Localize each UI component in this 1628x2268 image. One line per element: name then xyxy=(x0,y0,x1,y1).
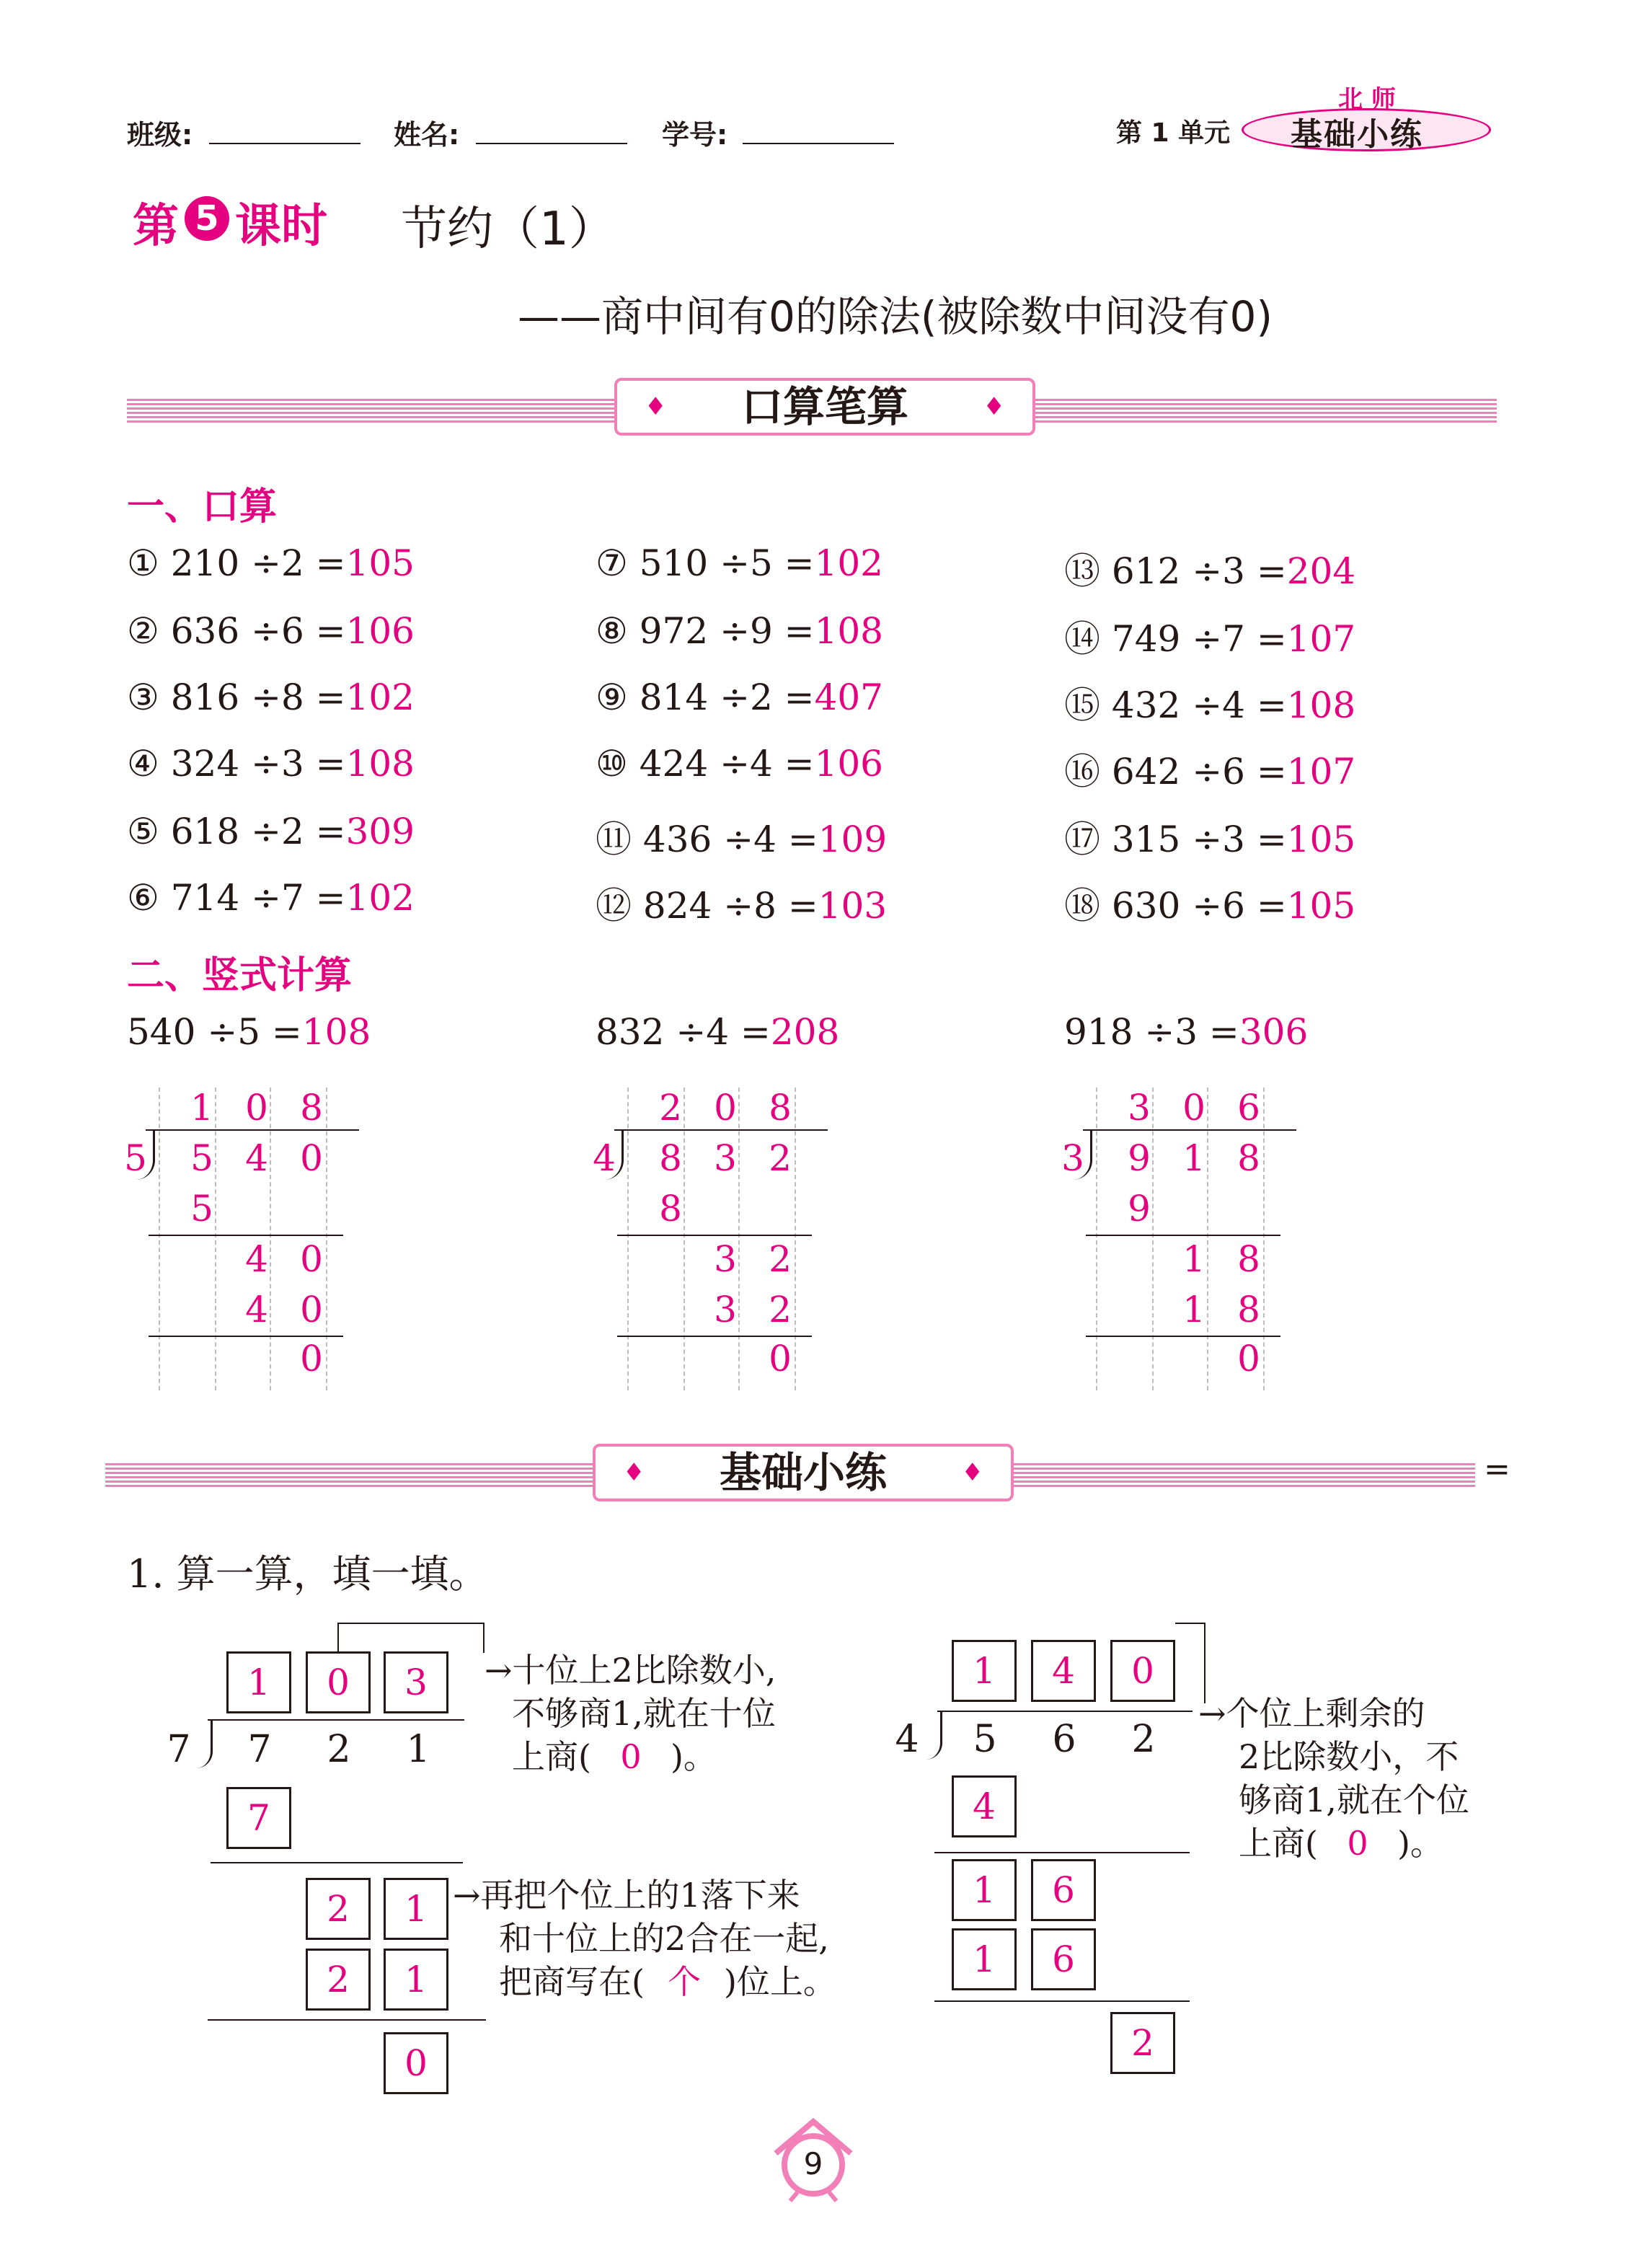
hint-text: 上商( xyxy=(1239,1824,1318,1863)
quotient-digit: 0 xyxy=(714,1087,737,1129)
divisor-digit: 4 xyxy=(593,1137,616,1179)
product-box[interactable]: 1 xyxy=(952,1928,1017,1990)
student-number-label: 学号: xyxy=(662,119,728,151)
oral-item xyxy=(127,743,415,785)
item-answer: 106 xyxy=(345,610,415,652)
hint-line: →再把个位上的1落下来 xyxy=(453,1876,800,1915)
dividend-digit: 3 xyxy=(714,1137,737,1179)
banner-title: 基础小练 xyxy=(719,1448,887,1497)
dividend-digit: 1 xyxy=(406,1728,430,1771)
dividend-digit: 6 xyxy=(1052,1718,1076,1761)
hint-text: 上商( xyxy=(512,1737,591,1776)
oral-item xyxy=(127,610,415,652)
name-label: 姓名: xyxy=(394,119,460,151)
dividend-digit: 5 xyxy=(190,1137,213,1179)
divisor-digit: 7 xyxy=(167,1728,191,1771)
item-answer: 107 xyxy=(1286,618,1356,660)
dividend-digit: 8 xyxy=(1237,1137,1260,1179)
item-answer: 105 xyxy=(1286,885,1356,927)
item-answer: 102 xyxy=(345,676,415,718)
item-number: ⑭ xyxy=(1064,618,1100,660)
hint-line: 不够商1,就在十位 xyxy=(512,1694,776,1733)
oral-item xyxy=(1064,877,1355,929)
hint-text xyxy=(485,1649,776,1778)
dividend-digit: 2 xyxy=(327,1728,351,1771)
class-blank[interactable] xyxy=(209,143,360,144)
division-bracket xyxy=(926,1711,942,1760)
banner-end-mark: = xyxy=(1484,1451,1510,1488)
grid-guide xyxy=(627,1087,629,1390)
vertical-equation xyxy=(127,1011,371,1053)
grid-guide xyxy=(215,1087,216,1390)
item-answer: 103 xyxy=(818,885,888,927)
item-answer: 108 xyxy=(1286,684,1356,726)
item-answer: 105 xyxy=(1286,818,1356,860)
oral-item xyxy=(596,610,883,652)
division-bar xyxy=(146,1129,359,1131)
quotient-digit: 8 xyxy=(300,1087,323,1129)
hint-text xyxy=(1198,1692,1469,1865)
division-bar xyxy=(937,1711,1193,1712)
item-number: ⑦ xyxy=(596,542,628,584)
product-box[interactable]: 4 xyxy=(952,1775,1017,1837)
remainder-digit: 0 xyxy=(1237,1338,1260,1380)
subtraction-line xyxy=(617,1235,812,1236)
lesson-suffix: 课时 xyxy=(235,200,327,253)
equation-expression: 918 ÷3 = xyxy=(1064,1011,1239,1053)
remainder-digit: 8 xyxy=(1237,1238,1260,1280)
subtraction-line xyxy=(208,2019,486,2021)
product-digit: 2 xyxy=(769,1289,792,1331)
vertical-equation xyxy=(596,1011,839,1053)
series-top-label: 北 师 xyxy=(1338,85,1396,114)
quotient-box[interactable]: 0 xyxy=(1110,1640,1175,1702)
remainder-box[interactable]: 2 xyxy=(1110,2012,1175,2074)
item-number: ⑯ xyxy=(1064,751,1100,793)
divisor-digit: 4 xyxy=(895,1718,919,1761)
item-answer: 106 xyxy=(814,743,883,785)
lesson-subtitle: ——商中间有0的除法(被除数中间没有0) xyxy=(518,292,1273,341)
item-expression: 324 ÷3 = xyxy=(170,743,346,785)
hint-answer: 个 xyxy=(667,1962,701,2001)
item-expression: 636 ÷6 = xyxy=(170,610,346,652)
item-expression: 972 ÷9 = xyxy=(639,610,815,652)
item-number: ④ xyxy=(127,743,159,785)
remainder-digit: 0 xyxy=(300,1338,323,1380)
equation-answer: 306 xyxy=(1239,1011,1309,1053)
item-number: ⑱ xyxy=(1064,885,1100,927)
diamond-right-icon: ♦ xyxy=(961,1458,983,1487)
hint-line: →个位上剩余的 xyxy=(1198,1694,1425,1733)
quotient-digit: 1 xyxy=(190,1087,213,1129)
hint-answer: 0 xyxy=(620,1737,642,1776)
oral-item xyxy=(596,811,887,862)
product-digit: 9 xyxy=(1128,1188,1151,1230)
remainder-digit: 4 xyxy=(245,1238,268,1280)
remainder-digit: 2 xyxy=(769,1238,792,1280)
item-answer: 102 xyxy=(345,877,415,919)
hint-answer: 0 xyxy=(1347,1824,1368,1863)
divisor-digit: 5 xyxy=(124,1137,147,1179)
exercise-1-title: 1. 算一算，填一填。 xyxy=(127,1551,488,1597)
item-number: ⑩ xyxy=(596,743,628,785)
item-expression: 630 ÷6 = xyxy=(1111,885,1287,927)
divisor-digit: 3 xyxy=(1061,1137,1084,1179)
diamond-left-icon: ♦ xyxy=(623,1458,645,1487)
product-box[interactable]: 7 xyxy=(226,1787,291,1849)
item-expression: 432 ÷4 = xyxy=(1111,684,1287,726)
lesson-prefix: 第 xyxy=(133,200,179,253)
quotient-digit: 2 xyxy=(659,1087,682,1129)
page-number: 9 xyxy=(803,2146,823,2181)
oral-item xyxy=(1064,676,1355,728)
remainder-digit: 0 xyxy=(300,1238,323,1280)
subtraction-line xyxy=(1086,1235,1280,1236)
product-digit: 5 xyxy=(190,1188,213,1230)
division-bar xyxy=(1083,1129,1296,1131)
product-digit: 4 xyxy=(245,1289,268,1331)
hint-line: 2比除数小，不 xyxy=(1239,1737,1459,1776)
item-answer: 105 xyxy=(345,542,415,584)
dividend-digit: 2 xyxy=(1131,1718,1156,1761)
item-expression: 612 ÷3 = xyxy=(1111,550,1287,592)
oral-item xyxy=(596,676,883,718)
oral-item xyxy=(127,877,415,919)
product-box[interactable]: 6 xyxy=(1031,1928,1096,1990)
subtraction-line xyxy=(934,1852,1190,1853)
item-number: ⑮ xyxy=(1064,684,1100,726)
hint-text: )位上。 xyxy=(723,1962,836,2001)
dividend-digit: 1 xyxy=(1182,1137,1205,1179)
class-label: 班级: xyxy=(127,119,193,151)
product-digit: 1 xyxy=(1182,1289,1205,1331)
subtraction-line xyxy=(211,1862,463,1863)
grid-guide xyxy=(159,1087,160,1390)
oral-item xyxy=(596,542,883,584)
connector-line xyxy=(337,1623,485,1653)
grid-guide xyxy=(1096,1087,1097,1390)
lesson-title: 节约（1） xyxy=(401,203,615,256)
hint-text xyxy=(453,1874,836,2003)
product-digit: 0 xyxy=(300,1289,323,1331)
item-answer: 109 xyxy=(818,818,888,860)
dividend-digit: 0 xyxy=(300,1137,323,1179)
item-expression: 816 ÷8 = xyxy=(170,676,346,718)
grid-guide xyxy=(1152,1087,1154,1390)
grid-guide xyxy=(684,1087,685,1390)
oral-item xyxy=(127,542,415,584)
item-expression: 210 ÷2 = xyxy=(170,542,346,584)
grid-guide xyxy=(1263,1087,1265,1390)
lesson-number-badge: 5 xyxy=(185,196,229,241)
item-number: ② xyxy=(127,610,159,652)
item-number: ③ xyxy=(127,676,159,718)
oral-item xyxy=(127,676,415,718)
item-answer: 107 xyxy=(1286,751,1356,793)
oral-item xyxy=(1064,743,1355,795)
quotient-box[interactable]: 1 xyxy=(952,1640,1017,1702)
item-expression: 714 ÷7 = xyxy=(170,877,346,919)
student-number-blank[interactable] xyxy=(743,143,894,144)
item-number: ① xyxy=(127,542,159,584)
oral-heading: 一、口算 xyxy=(127,485,278,529)
item-number: ⑫ xyxy=(596,885,632,927)
remainder-box[interactable]: 1 xyxy=(384,1878,448,1940)
division-bar xyxy=(208,1719,464,1721)
quotient-digit: 0 xyxy=(245,1087,268,1129)
division-bracket xyxy=(196,1719,213,1768)
dividend-digit: 2 xyxy=(769,1137,792,1179)
banner-title: 口算笔算 xyxy=(740,382,908,431)
remainder-box[interactable]: 2 xyxy=(306,1878,371,1940)
dividend-digit: 7 xyxy=(247,1728,272,1771)
item-answer: 108 xyxy=(814,610,883,652)
hint-text: )。 xyxy=(1397,1824,1443,1863)
subtraction-line xyxy=(149,1235,343,1236)
item-expression: 618 ÷2 = xyxy=(170,811,346,852)
remainder-digit: 0 xyxy=(769,1338,792,1380)
equation-answer: 108 xyxy=(301,1011,371,1053)
product-digit: 8 xyxy=(1237,1289,1260,1331)
item-expression: 642 ÷6 = xyxy=(1111,751,1287,793)
remainder-digit: 3 xyxy=(714,1238,737,1280)
hint-line: 够商1,就在个位 xyxy=(1239,1781,1469,1819)
quotient-box[interactable]: 1 xyxy=(226,1651,291,1713)
equation-expression: 832 ÷4 = xyxy=(596,1011,771,1053)
series-main-label: 基础小练 xyxy=(1291,116,1423,153)
quotient-digit: 8 xyxy=(769,1087,792,1129)
remainder-digit: 1 xyxy=(1182,1238,1205,1280)
item-answer: 204 xyxy=(1286,550,1356,592)
division-bar xyxy=(614,1129,828,1131)
oral-item xyxy=(1064,811,1355,862)
item-answer: 102 xyxy=(814,542,883,584)
product-box[interactable]: 1 xyxy=(384,1949,448,2011)
item-expression: 824 ÷8 = xyxy=(642,885,818,927)
vertical-heading: 二、竖式计算 xyxy=(127,954,353,997)
item-number: ⑤ xyxy=(127,811,159,852)
quotient-digit: 3 xyxy=(1128,1087,1151,1129)
oral-item xyxy=(127,811,415,852)
grid-guide xyxy=(795,1087,796,1390)
item-number: ⑥ xyxy=(127,877,159,919)
basic-practice-banner xyxy=(593,1444,1014,1501)
hint-text: )。 xyxy=(670,1737,717,1776)
name-blank[interactable] xyxy=(476,143,627,144)
item-expression: 749 ÷7 = xyxy=(1111,618,1287,660)
diamond-right-icon: ♦ xyxy=(983,392,1005,421)
item-expression: 814 ÷2 = xyxy=(639,676,815,718)
dividend-digit: 8 xyxy=(659,1137,682,1179)
product-digit: 3 xyxy=(714,1289,737,1331)
grid-guide xyxy=(326,1087,327,1390)
oral-item xyxy=(1064,542,1355,594)
hint-line xyxy=(453,1960,836,2003)
item-number: ⑨ xyxy=(596,676,628,718)
item-number: ⑧ xyxy=(596,610,628,652)
dividend-digit: 9 xyxy=(1128,1137,1151,1179)
oral-item xyxy=(596,743,883,785)
hint-line xyxy=(485,1735,776,1778)
diamond-left-icon: ♦ xyxy=(645,392,667,421)
item-answer: 108 xyxy=(345,743,415,785)
quotient-box[interactable]: 4 xyxy=(1031,1640,1096,1702)
item-answer: 407 xyxy=(814,676,883,718)
item-number: ⑪ xyxy=(596,818,632,860)
item-expression: 315 ÷3 = xyxy=(1111,818,1287,860)
dividend-digit: 5 xyxy=(973,1718,997,1761)
remainder-box[interactable]: 6 xyxy=(1031,1859,1096,1921)
item-expression: 436 ÷4 = xyxy=(642,818,818,860)
product-digit: 8 xyxy=(659,1188,682,1230)
equation-expression: 540 ÷5 = xyxy=(127,1011,302,1053)
item-expression: 424 ÷4 = xyxy=(639,743,815,785)
hint-line: 和十位上的2合在一起, xyxy=(499,1919,829,1958)
product-box[interactable]: 2 xyxy=(306,1949,371,2011)
oral-item xyxy=(596,877,887,929)
vertical-equation xyxy=(1064,1011,1308,1053)
quotient-box[interactable]: 3 xyxy=(384,1651,448,1713)
item-answer: 309 xyxy=(345,811,415,852)
remainder-box[interactable]: 1 xyxy=(952,1859,1017,1921)
item-expression: 510 ÷5 = xyxy=(639,542,815,584)
dividend-digit: 4 xyxy=(245,1137,268,1179)
equation-answer: 208 xyxy=(770,1011,840,1053)
subtraction-line xyxy=(934,2000,1190,2002)
hint-text: 把商写在( xyxy=(499,1962,645,2001)
item-number: ⑰ xyxy=(1064,818,1100,860)
quotient-box[interactable]: 0 xyxy=(306,1651,371,1713)
oral-written-banner xyxy=(614,378,1035,436)
remainder-box[interactable]: 0 xyxy=(384,2032,448,2094)
hint-line: →十位上2比除数小, xyxy=(485,1651,777,1690)
item-number: ⑬ xyxy=(1064,550,1100,592)
quotient-digit: 0 xyxy=(1182,1087,1205,1129)
oral-item xyxy=(1064,610,1355,662)
unit-label: 第 1 单元 xyxy=(1116,118,1231,148)
quotient-digit: 6 xyxy=(1237,1087,1260,1129)
hint-line xyxy=(1198,1822,1469,1865)
